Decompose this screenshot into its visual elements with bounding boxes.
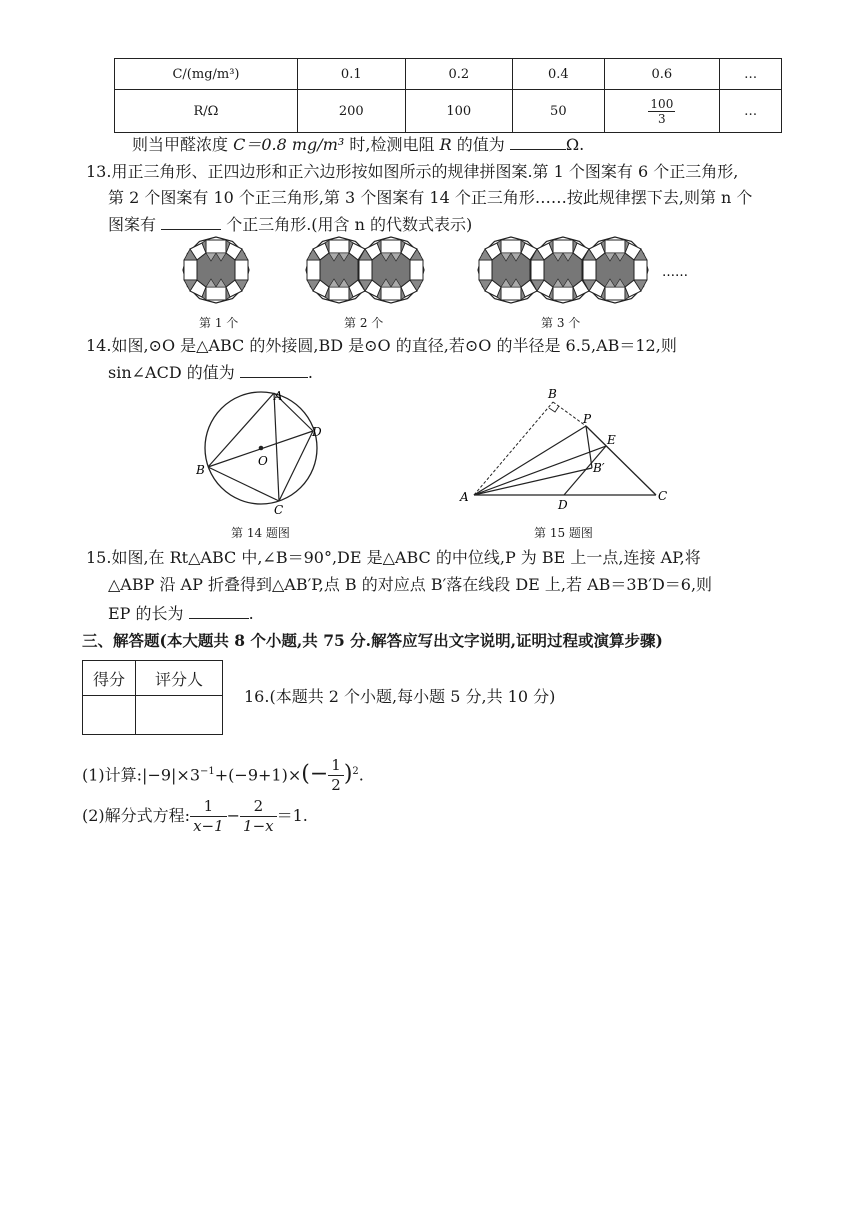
label-d: D: [558, 498, 568, 512]
answer-blank[interactable]: [161, 213, 221, 230]
label-c: C: [274, 503, 284, 517]
answer-blank[interactable]: [510, 133, 566, 150]
table-header-r: R/Ω: [115, 90, 298, 133]
q14-circle-figure: [196, 386, 336, 518]
fraction-one-half: $\frac{1}{2}$: [328, 756, 344, 795]
label-b-prime: B′: [593, 461, 605, 475]
table-cell: 0.2: [405, 59, 513, 90]
q13-line3: 图案有 个正三角形.(用含 n 的代数式表示): [108, 215, 473, 234]
label-b: B: [196, 463, 205, 477]
center-point: [259, 446, 264, 451]
caption-q15: 第 15 题图: [534, 526, 593, 540]
tiling-figure-3: [478, 237, 648, 303]
score-label: 得分: [83, 661, 136, 696]
q16-title: 16.(本题共 2 个小题,每小题 5 分,共 10 分): [244, 687, 556, 706]
fraction: $\frac{100}{3}$: [650, 96, 674, 126]
q14-line1: 14.如图,⊙O 是△ABC 的外接圆,BD 是⊙O 的直径,若⊙O 的半径是 6.5,AB＝12,则: [86, 336, 677, 355]
grader-label: 评分人: [136, 661, 223, 696]
caption-figure-1: 第 1 个: [199, 316, 239, 330]
score-box: [82, 660, 223, 735]
tiling-figure-2: [306, 237, 424, 303]
table-cell: 0.4: [513, 59, 605, 90]
tiling-figure-1: [183, 237, 249, 303]
table-cell: 0.1: [298, 59, 406, 90]
label-a: A: [274, 389, 283, 403]
label-a: A: [460, 490, 469, 504]
grader-cell[interactable]: [136, 696, 223, 735]
answer-blank[interactable]: [240, 361, 308, 378]
q16-part1: (1)计算$:|-9|\times 3^{-1}+(-9+1)\times(-$ $\frac{1}{2}$ )$^2$.: [82, 756, 364, 795]
right-angle-mark: [549, 406, 559, 412]
section-heading: 三、解答题(本大题共 8 个小题,共 75 分.解答应写出文字说明,证明过程或演算步骤): [82, 631, 663, 650]
table-cell: …: [720, 59, 782, 90]
caption-q14: 第 14 题图: [231, 526, 290, 540]
label-d: D: [312, 425, 322, 439]
q15-line2: △ABP 沿 AP 折叠得到△AB′P,点 B 的对应点 B′落在线段 DE 上,若 AB＝3B′D＝6,则: [108, 575, 713, 594]
label-b: B: [548, 387, 557, 401]
label-p: P: [583, 412, 592, 426]
table-row: [115, 59, 782, 90]
label-c: C: [658, 489, 668, 503]
table-header-c: C/(mg/m³): [115, 59, 298, 90]
concentration-table: [114, 58, 782, 133]
table-cell: 100: [405, 90, 513, 133]
table-cell: 0.6: [604, 59, 720, 90]
caption-figure-3: 第 3 个: [541, 316, 581, 330]
label-o: O: [258, 454, 268, 468]
q12-answer-line: 则当甲醛浓度 C＝0.8 mg/m³ 时,检测电阻 R 的值为 Ω.: [132, 135, 585, 154]
table-cell: …: [720, 90, 782, 133]
q13-line2: 第 2 个图案有 10 个正三角形,第 3 个图案有 14 个正三角形……按此规律摆下去,则第 n 个: [108, 188, 753, 207]
q16-part2: (2)解分式方程: $\frac{1}{x-1}$ − $\frac{2}{1-x}$ ＝1.: [82, 797, 308, 835]
score-cell[interactable]: [83, 696, 136, 735]
table-cell: 50: [513, 90, 605, 133]
ellipsis-text: ……: [662, 265, 688, 280]
q15-line3: EP 的长为 .: [108, 604, 254, 623]
tiling-pattern-figures: [170, 232, 730, 312]
answer-blank[interactable]: [189, 602, 249, 619]
fraction-2-over-1-minus-x: $\frac{2}{1-x}$: [240, 797, 277, 836]
fraction-1-over-x-minus-1: $\frac{1}{x-1}$: [190, 797, 227, 836]
table-cell: 200: [298, 90, 406, 133]
q15-line1: 15.如图,在 Rt△ABC 中,∠B＝90°,DE 是△ABC 的中位线,P 为 BE 上一点,连接 AP,将: [86, 548, 701, 567]
table-row: [115, 90, 782, 133]
label-e: E: [607, 433, 616, 447]
q15-triangle-figure: [456, 386, 676, 512]
table-cell-fraction: [604, 90, 720, 133]
caption-figure-2: 第 2 个: [344, 316, 384, 330]
q13-line1: 13.用正三角形、正四边形和正六边形按如图所示的规律拼图案.第 1 个图案有 6 个正三角形,: [86, 162, 739, 181]
q14-line2: sin∠ACD 的值为 .: [108, 363, 313, 382]
